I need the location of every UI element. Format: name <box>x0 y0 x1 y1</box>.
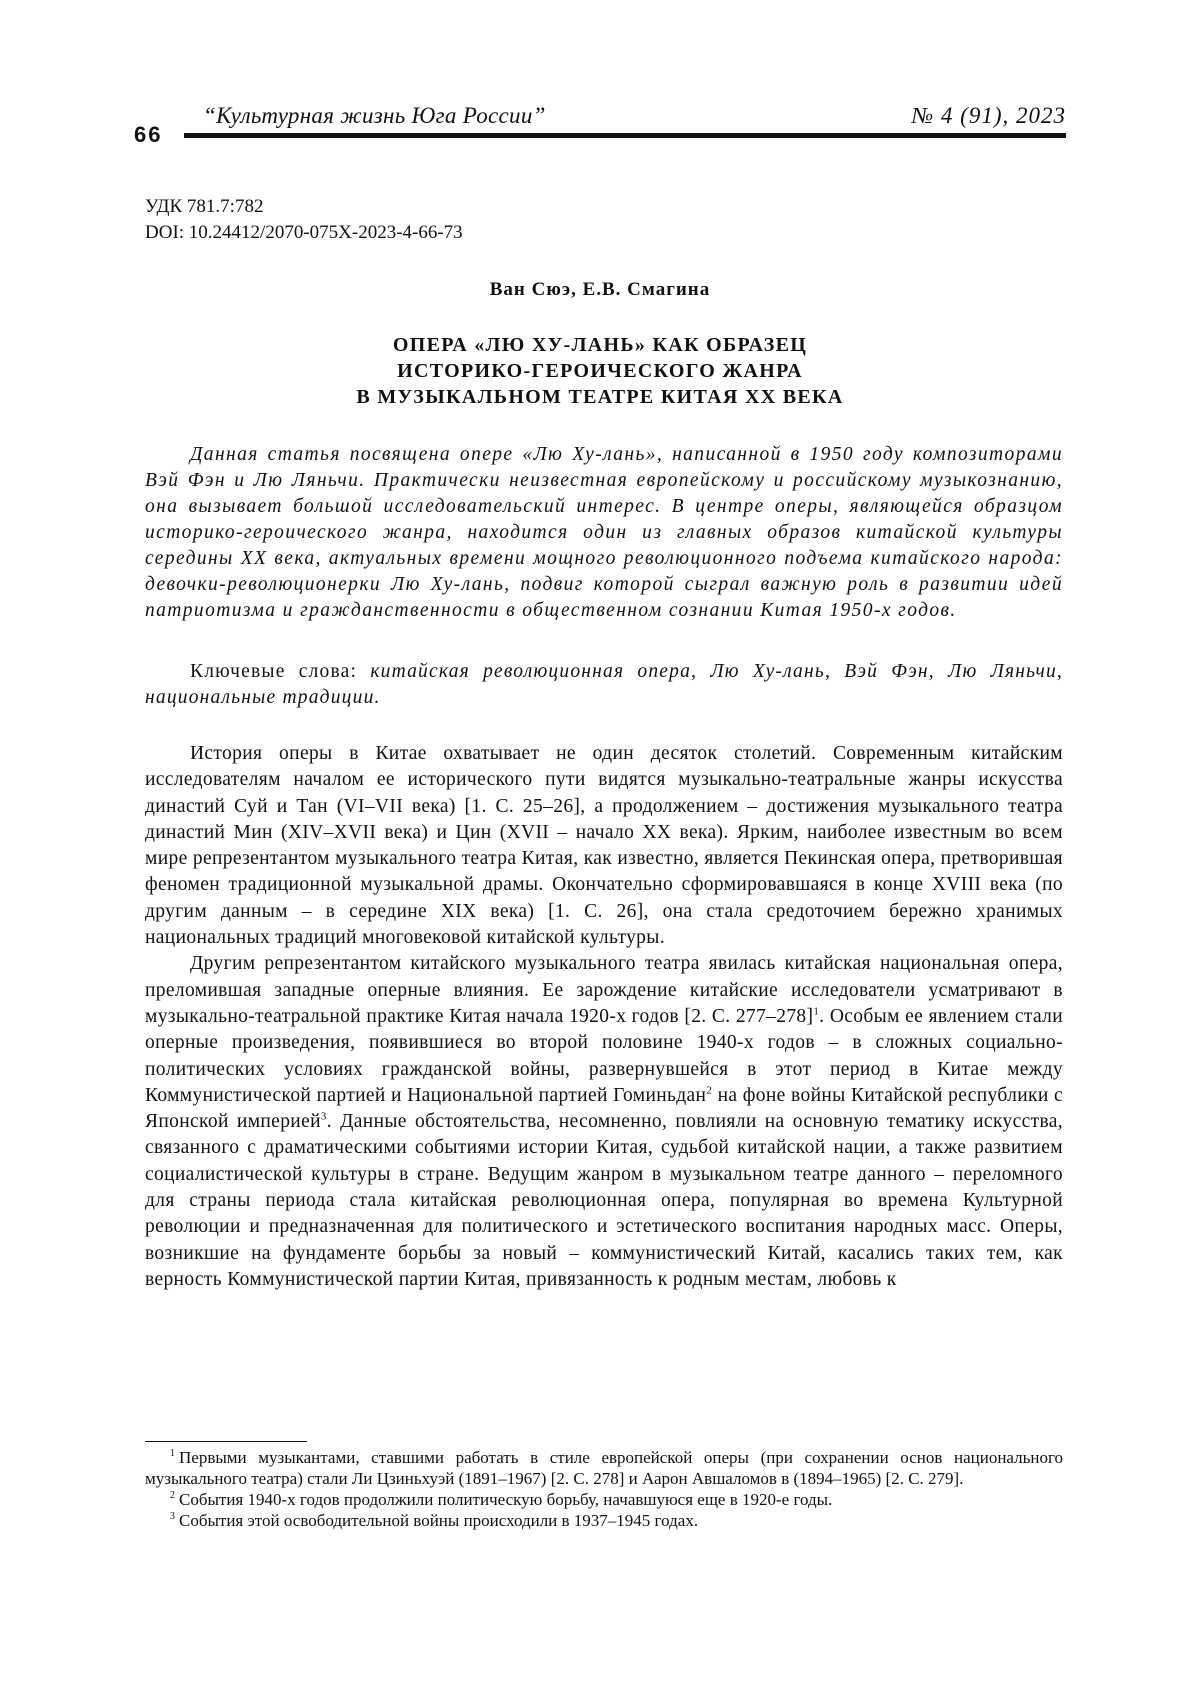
footnotes <box>145 1447 1063 1531</box>
title-line: В МУЗЫКАЛЬНОМ ТЕАТРЕ КИТАЯ XX ВЕКА <box>356 386 844 408</box>
article-body <box>145 741 1063 1293</box>
footnote-mark: 2 <box>170 1490 175 1502</box>
footnote-ref[interactable]: 3 <box>320 1110 327 1123</box>
paragraph <box>145 951 1063 1293</box>
footnote-text: Первыми музыкантами, ставшими работать в стиле европейской оперы (при сохранении основ национального музыкального театра) стали Ли Цзиньхуэй (1891–1967) [2. С. 278] и Аарон Авшаломов в (1894–1965) [2. С. 279]. <box>145 1448 1063 1488</box>
title-line: ОПЕРА «ЛЮ ХУ-ЛАНЬ» КАК ОБРАЗЕЦ <box>392 334 808 356</box>
udc-code: УДК 781.7:782 <box>145 196 264 217</box>
keywords <box>145 659 1063 711</box>
issue-number: № 4 (91), 2023 <box>911 103 1066 128</box>
keywords-values: китайская революционная опера, Лю Ху-лань, Вэй Фэн, Лю Ляньчи, национальные традиции. <box>145 661 1063 708</box>
title-line: ИСТОРИКО-ГЕРОИЧЕСКОГО ЖАНРА <box>397 360 803 382</box>
footnote-rule <box>145 1441 307 1442</box>
header-rule <box>184 133 1066 138</box>
doi: DOI: 10.24412/2070-075X-2023-4-66-73 <box>145 222 463 243</box>
footnote <box>145 1489 1063 1510</box>
paragraph-text: . Данные обстоятельства, несомненно, повлияли на основную тематику искусства, связанного с драматическими событиями истории Китая, судьбой китайской нации, а также развитием социалистической культуры в стране. Ведущим жанром в музыкальном театре данного – переломного для страны периода стала китайская революционная опера, популярная во времена Культурной революции и предназначенная для политического и эстетического воспитания народных масс. Оперы, возникшие на фундаменте борьбы за новый – коммунистический Китай, касались таких тем, как верность Коммунистической партии Китая, привязанность к родным местам, любовь к <box>145 1111 1063 1290</box>
journal-title: “Культурная жизнь Юга России” <box>203 103 546 128</box>
footnote-text: События 1940-х годов продолжили политическую борьбу, начавшуюся еще в 1920-е годы. <box>179 1490 833 1509</box>
footnote-mark: 3 <box>170 1511 175 1523</box>
paragraph-text: на фоне войны Китайской республики с Японской империей <box>145 1084 1064 1133</box>
footnote-ref[interactable]: 2 <box>706 1084 713 1097</box>
footnote <box>145 1510 1063 1531</box>
footnote-text: События этой освободительной войны происходили в 1937–1945 годах. <box>179 1511 699 1530</box>
footnote <box>145 1447 1063 1489</box>
paragraph: История оперы в Китае охватывает не один десяток столетий. Современным китайским исследователям началом ее исторического пути видятся музыкально-театральные жанры искусства династий Суй и Тан (VI–VII века) [1. С. 25–26], а продолжением – достижения музыкального театра династий Мин (XIV–XVII века) и Цин (XVII – начало XX века). Ярким, наиболее известным во всем мире репрезентантом музыкального театра Китая, как известно, является Пекинская опера, претворившая феномен традиционной музыкальной драмы. Окончательно сформировавшаяся в конце XVIII века (по другим данным – в середине XIX века) [1. С. 26], она стала средоточием бережно хранимых национальных традиций многовековой китайской культуры. <box>145 743 1063 949</box>
keywords-label: Ключевые слова: <box>190 661 371 682</box>
abstract <box>145 442 1063 624</box>
page-number: 66 <box>134 122 163 147</box>
paragraph-text: Другим репрезентантом китайского музыкального театра явилась китайская национальная опера, преломившая западные оперные влияния. Ее зарождение китайские исследователи усматривают в музыкально-театральной практике Китая начала 1920-х годов [2. С. 277–278] <box>145 953 1063 1027</box>
footnote-mark: 1 <box>170 1448 175 1460</box>
footnote-ref[interactable]: 1 <box>813 1005 820 1018</box>
paragraph-text: . Особым ее явлением стали оперные произведения, появившиеся во второй половине 1940-х годов – в сложных социально-политических условиях гражданской войны, развернувшейся в этот период в Китае между Коммунистической партией и Национальной партией Гоминьдан <box>145 1005 1063 1106</box>
article-meta <box>145 194 463 246</box>
article-title <box>0 332 1200 410</box>
abstract-text: Данная статья посвящена опере «Лю Ху-лань», написанной в 1950 году композиторами Вэй Фэн и Лю Ляньчи. Практически неизвестная европейскому и российскому музыкознанию, она вызывает большой исследовательский интерес. В центре оперы, являющейся образцом историко-героического жанра, находится один из главных образов китайской культуры середины XX века, актуальных времени мощного революционного подъема китайского народа: девочки-революционерки Лю Ху-лань, подвиг которой сыграл важную роль в развитии идей патриотизма и гражданственности в общественном сознании Китая 1950-х годов. <box>145 444 1063 621</box>
authors: Ван Сюэ, Е.В. Смагина <box>489 279 711 300</box>
